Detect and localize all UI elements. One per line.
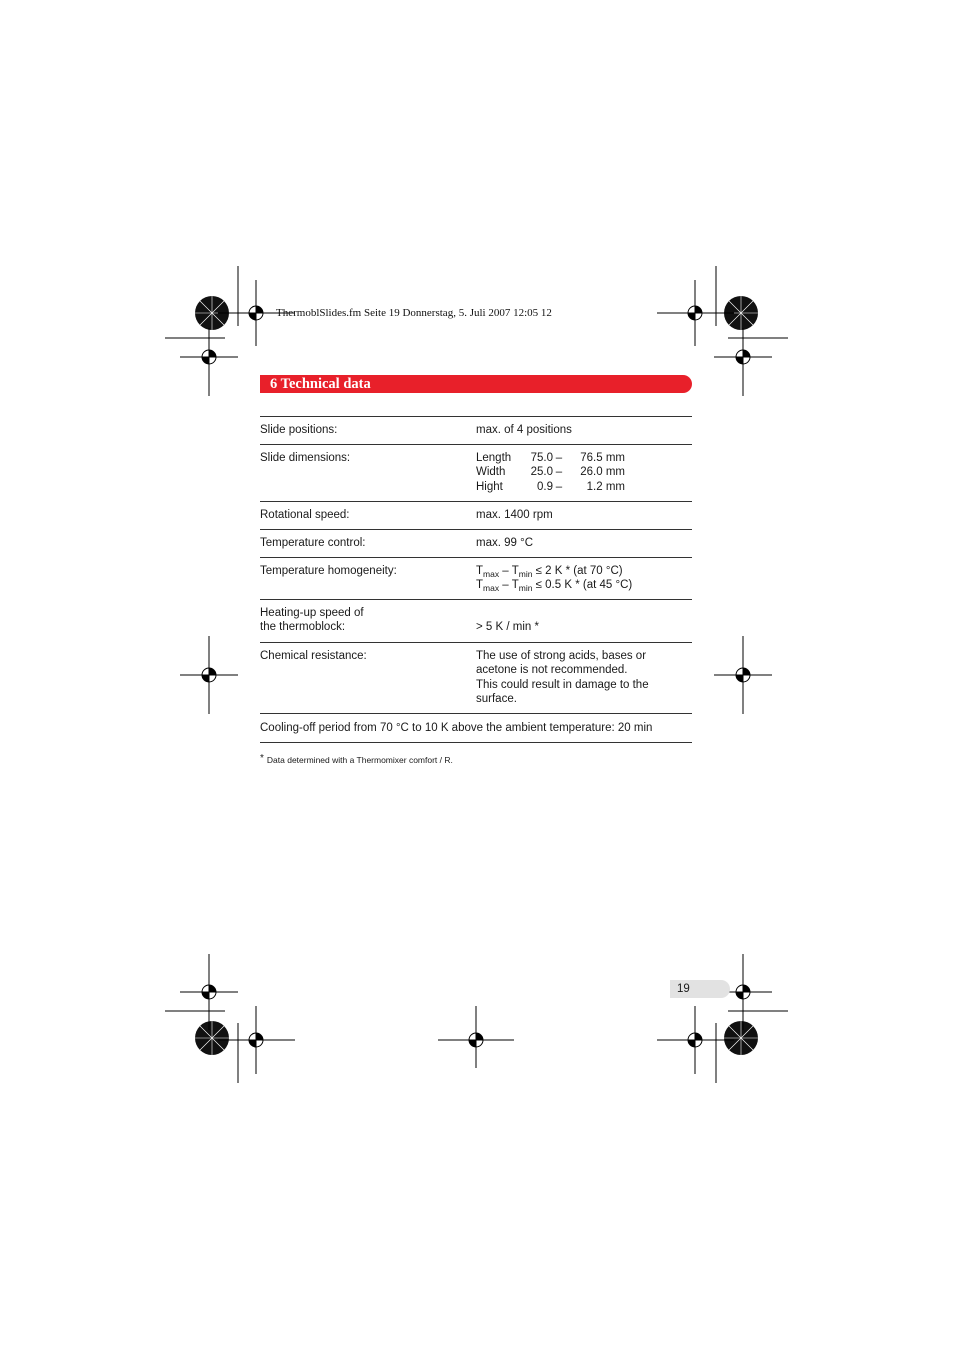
spec-value: > 5 K / min * bbox=[476, 621, 539, 633]
spec-row-chemical-resistance bbox=[260, 643, 692, 714]
homogeneity-line: $T_{max} - T_{min} \le 2$ K * (at 70 °C) bbox=[476, 565, 623, 579]
dim-min: 25.0 bbox=[530, 466, 553, 479]
dim-name: Hight bbox=[476, 480, 503, 493]
spec-row-slide-positions bbox=[260, 417, 692, 445]
cooling-note: Cooling-off period from 70 °C to 10 K above the ambient temperature: 20 min bbox=[260, 722, 653, 734]
dim-dash: – bbox=[555, 480, 563, 493]
dim-max: 26.0 mm bbox=[580, 466, 625, 479]
spec-label: Chemical resistance: bbox=[260, 650, 367, 662]
spec-label: Heating-up speed of the thermoblock: bbox=[260, 607, 364, 634]
spec-table bbox=[260, 416, 692, 743]
section-header bbox=[260, 375, 692, 393]
footnote-marker: * bbox=[260, 753, 264, 764]
spec-label: Rotational speed: bbox=[260, 509, 350, 521]
dim-min: 0.9 bbox=[537, 480, 553, 493]
dim-name: Width bbox=[476, 466, 506, 479]
spec-row-temperature-homogeneity bbox=[260, 558, 692, 600]
spec-label: Slide positions: bbox=[260, 424, 338, 436]
dim-min: 75.0 bbox=[530, 452, 553, 464]
spec-row-rotational-speed bbox=[260, 502, 692, 530]
spec-row-heating-speed bbox=[260, 600, 692, 643]
dimension-grid bbox=[476, 451, 625, 494]
spec-label: Temperature homogeneity: bbox=[260, 565, 397, 577]
spec-value: The use of strong acids, bases or acetone is not recommended. This could result in damage to the surface. bbox=[476, 650, 649, 705]
spec-label: Temperature control: bbox=[260, 537, 366, 549]
dim-dash: – bbox=[555, 466, 563, 479]
footnote-text: Data determined with a Thermomixer comfort / R. bbox=[266, 755, 453, 765]
page-number: 19 bbox=[677, 983, 690, 995]
spec-label: Slide dimensions: bbox=[260, 452, 351, 464]
homogeneity-values bbox=[476, 564, 632, 593]
page-number-tab bbox=[670, 980, 730, 998]
spec-row-temperature-control bbox=[260, 530, 692, 558]
dim-dash: – bbox=[555, 452, 563, 464]
footnote bbox=[260, 753, 453, 765]
dim-name: Length bbox=[476, 452, 512, 464]
section-title: 6 Technical data bbox=[270, 376, 371, 392]
spec-row-cooling bbox=[260, 714, 692, 743]
dim-max: 1.2 mm bbox=[586, 480, 625, 493]
spec-row-slide-dimensions bbox=[260, 445, 692, 502]
file-header: ThermoblSlides.fm Seite 19 Donnerstag, 5. Juli 2007 12:05 12 bbox=[276, 307, 552, 319]
homogeneity-line: $T_{max} - T_{min} \le 0.5$ K * (at 45 °C) bbox=[476, 579, 633, 594]
dim-max: 76.5 mm bbox=[580, 452, 625, 464]
spec-value: max. 99 °C bbox=[476, 537, 534, 549]
spec-value: max. of 4 positions bbox=[476, 424, 572, 436]
spec-value: max. 1400 rpm bbox=[476, 509, 553, 521]
